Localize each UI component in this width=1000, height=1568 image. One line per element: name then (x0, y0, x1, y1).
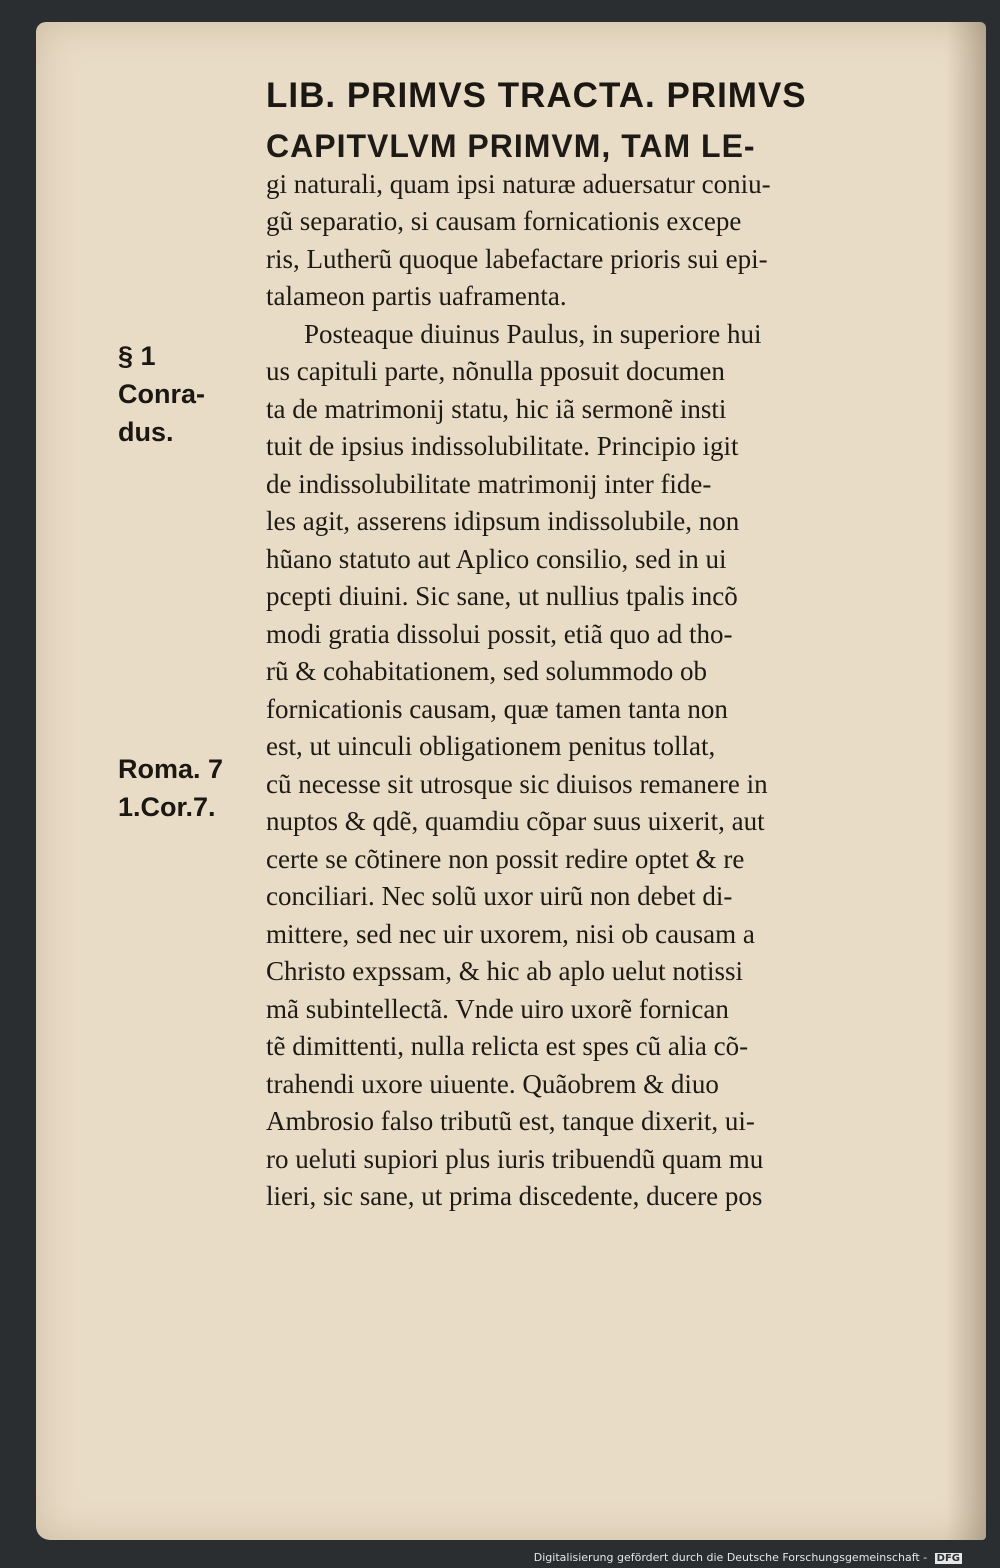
text-line: us capituli parte, nõnulla pposuit documen (266, 356, 725, 386)
text-line: nuptos & qdẽ, quamdiu cõpar suus uixerit, aut (266, 806, 765, 836)
text-line: trahendi uxore uiuente. Quãobrem & diuo (266, 1068, 719, 1099)
text-line: gi naturali, quam ipsi naturæ aduersatur coniu- (266, 168, 771, 199)
text-body (266, 128, 886, 1216)
text-line: mã subintellectã. Vnde uiro uxorẽ fornican (266, 993, 729, 1024)
page-gutter-shadow (946, 22, 986, 1540)
text-line: Posteaque diuinus Paulus, in superiore hui (304, 318, 762, 349)
text-line: de indissolubilitate matrimonij inter fide- (266, 468, 712, 499)
margin-note-ref-cor: 1.Cor.7. (118, 792, 216, 822)
digitization-credit (534, 1551, 962, 1564)
margin-note-ref-roma: Roma. 7 (118, 754, 224, 784)
text-line: rũ & cohabitationem, sed solummodo ob (266, 656, 707, 686)
text-line: fornicationis causam, quæ tamen tanta non (266, 693, 728, 724)
dfg-logo: DFG (936, 1553, 960, 1564)
text-line: ta de matrimonij statu, hic iã sermonẽ insti (266, 393, 727, 424)
margin-note-author-line1: Conra- (118, 379, 205, 409)
text-line: tẽ dimittenti, nulla relicta est spes cũ alia cõ- (266, 1031, 749, 1061)
margin-note-section: § 1 (118, 341, 156, 371)
text-line: cũ necesse sit utrosque sic diuisos remanere in (266, 768, 768, 799)
text-line: ro ueluti supiori plus iuris tribuendũ quam mu (266, 1143, 764, 1174)
text-line: mittere, sed nec uir uxorem, nisi ob causam a (266, 918, 755, 949)
text-line: Christo expssam, & hic ab aplo uelut notissi (266, 956, 743, 986)
text-line: CAPITVLVM PRIMVM, TAM LE- (266, 128, 756, 164)
text-line: est, ut uinculi obligationem penitus tollat, (266, 731, 716, 761)
text-line: talameon partis uaframenta. (266, 281, 567, 311)
credit-text: Digitalisierung gefördert durch die Deutsche Forschungsgemeinschaft - (533, 1551, 928, 1564)
text-line: pcepti diuini. Sic sane, ut nullius tpalis incõ (266, 581, 738, 611)
text-line: les agit, asserens idipsum indissolubile, non (266, 506, 740, 536)
text-line: ris, Lutherũ quoque labefactare prioris sui epi- (266, 243, 768, 274)
margin-note-author-line2: dus. (118, 417, 174, 447)
text-line: conciliari. Nec solũ uxor uirũ non debet di- (266, 881, 733, 911)
text-line: tuit de ipsius indissolubilitate. Principio igit (266, 431, 739, 461)
text-line: Ambrosio falso tributũ est, tanque dixerit, ui- (266, 1106, 755, 1136)
text-line: certe se cõtinere non possit redire optet & re (266, 843, 745, 874)
text-line: gũ separatio, si causam fornicationis excepe (266, 206, 742, 236)
text-line: hũano statuto aut Aplico consilio, sed in ui (266, 543, 727, 574)
text-line: lieri, sic sane, ut prima discedente, ducere pos (266, 1181, 763, 1211)
running-title: LIB. PRIMVS TRACTA. PRIMVS (266, 76, 807, 115)
text-line: modi gratia dissolui possit, etiã quo ad tho- (266, 618, 733, 649)
